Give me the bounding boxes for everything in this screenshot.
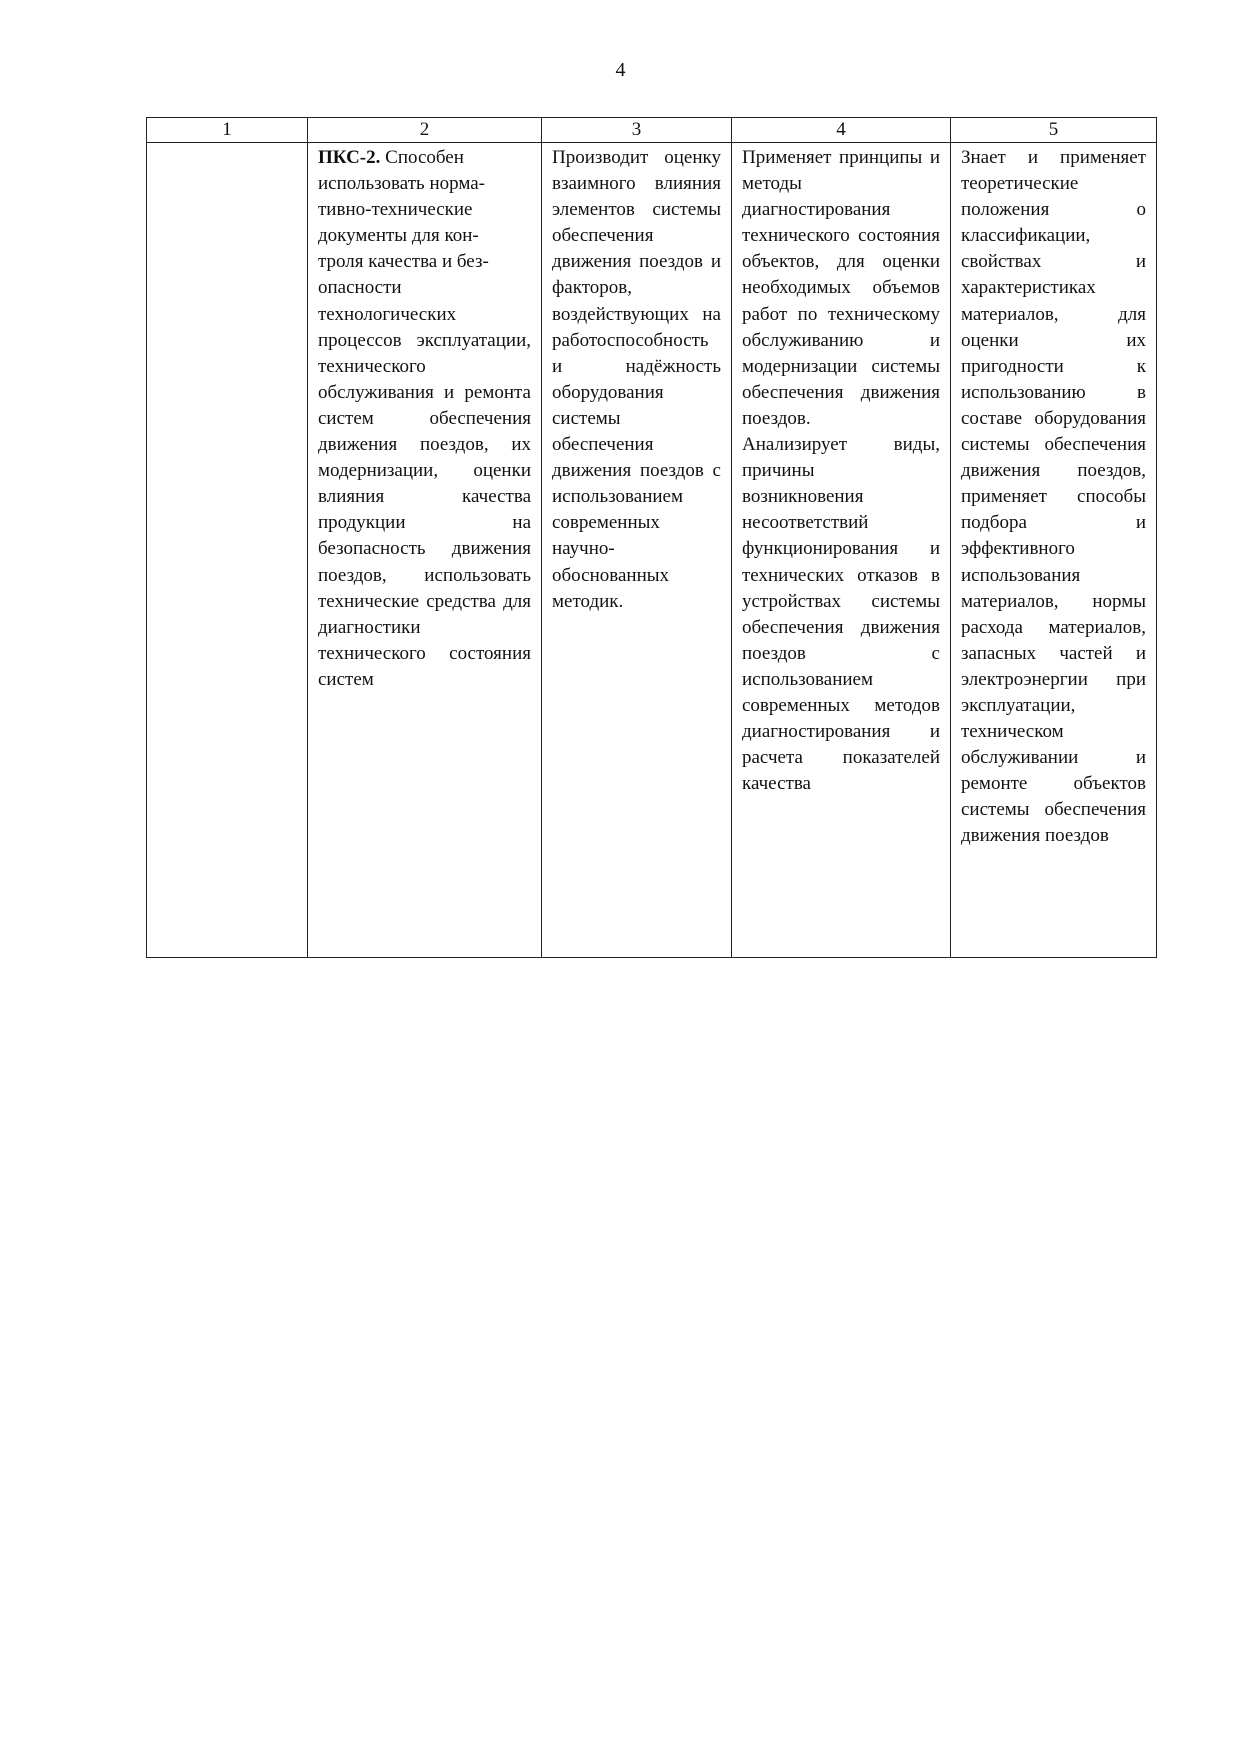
header-row	[147, 118, 1157, 143]
indicator-text-col3: Производит оценку взаимного влияния элементов системы обеспечения движения поездов и факторов, воздействующих на работоспособность и надёжность оборудования системы обеспечения движения поездов с использованием современных научно-обоснованных методик.	[552, 147, 721, 612]
cell-col3	[542, 143, 732, 958]
page-number: 4	[615, 59, 626, 81]
column-header-2: 2	[308, 118, 542, 143]
cell-col4	[732, 143, 951, 958]
competency-description	[318, 145, 531, 693]
column-header-4: 4	[732, 118, 951, 143]
column-header-5: 5	[951, 118, 1157, 143]
indicator-text-col5: Знает и применяет теоретические положения о классификации, свойствах и характеристиках материалов, для оценки их пригодности к использованию в составе оборудования системы обеспечения движения поездов, применяет способы подбора и эффективного использования материалов, нормы расхода материалов, запасных частей и электроэнергии при эксплуатации, техническом обслуживании и ремонте объектов системы обеспечения движения поездов	[961, 147, 1146, 847]
column-header-3: 3	[542, 118, 732, 143]
cell-col2	[308, 143, 542, 958]
cell-col5	[951, 143, 1157, 958]
cell-col1	[147, 143, 308, 958]
competency-text: Способен использовать норма- тивно-технические документы для кон- троля качества и без- опасности технологических процессов эксплуатации, технического обслуживания и ремонта систем обеспечения движения поездов, их модернизации, оценки влияния качества продукции на безопасность движения поездов, использовать технические средства для диагностики технического состояния систем	[318, 147, 531, 690]
competency-code: ПКС-2.	[318, 147, 381, 168]
competency-table	[146, 117, 1157, 958]
column-header-1: 1	[147, 118, 308, 143]
table-row	[147, 143, 1157, 958]
indicator-text-col4: Применяет принципы и методы диагностирования технического состояния объектов, для оценки необходимых объемов работ по техническому обслуживанию и модернизации системы обеспечения движения поездов. Анализирует виды, причины возникновения несоответствий функционирования и технических отказов в устройствах системы обеспечения движения поездов с использованием современных методов диагностирования и расчета показателей качества	[742, 147, 940, 795]
